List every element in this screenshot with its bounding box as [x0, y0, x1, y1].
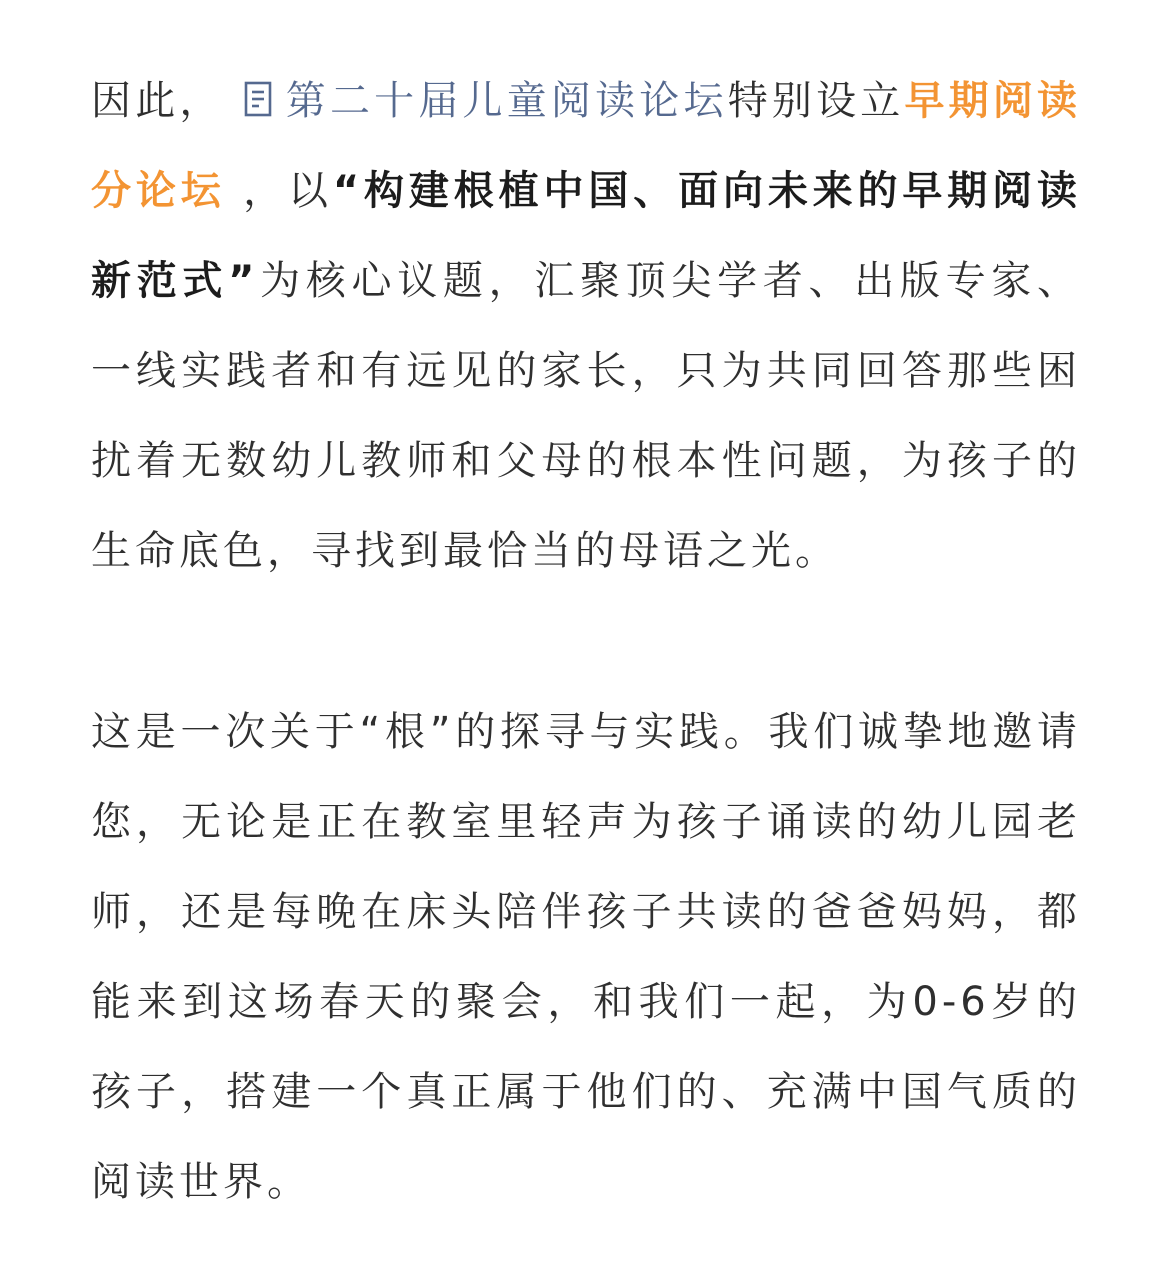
highlight-subforum: 早期阅读分论坛: [91, 78, 1082, 214]
paragraph-forum-intro: [91, 56, 1081, 596]
after-highlight-text: ，以: [225, 168, 333, 214]
lead-text: 因此，: [91, 78, 224, 124]
paragraph-rest-text: 为核心议题，汇聚顶尖学者、出版专家、一线实践者和有远见的家长，只为共同回答那些困扰着无数幼儿教师和父母的根本性问题，为孩子的生命底色，寻找到最恰当的母语之光。: [91, 258, 1081, 574]
invitation-text: 这是一次关于“根”的探寻与实践。我们诚挚地邀请您，无论是正在教室里轻声为孩子诵读的幼儿园老师，还是每晚在床头陪伴孩子共读的爸爸妈妈，都能来到这场春天的聚会，和我们一起，为0-6岁的孩子，搭建一个真正属于他们的、充满中国气质的阅读世界。: [91, 709, 1081, 1205]
forum-link-label: 第二十届儿童阅读论坛: [285, 78, 728, 124]
forum-link[interactable]: [224, 78, 728, 124]
core-topic-quote: “构建根植中国、面向未来的早期阅读新范式”: [91, 168, 1082, 304]
after-link-text: 特别设立: [727, 78, 905, 124]
document-icon: [244, 81, 276, 117]
paragraph-invitation: [91, 687, 1081, 1227]
